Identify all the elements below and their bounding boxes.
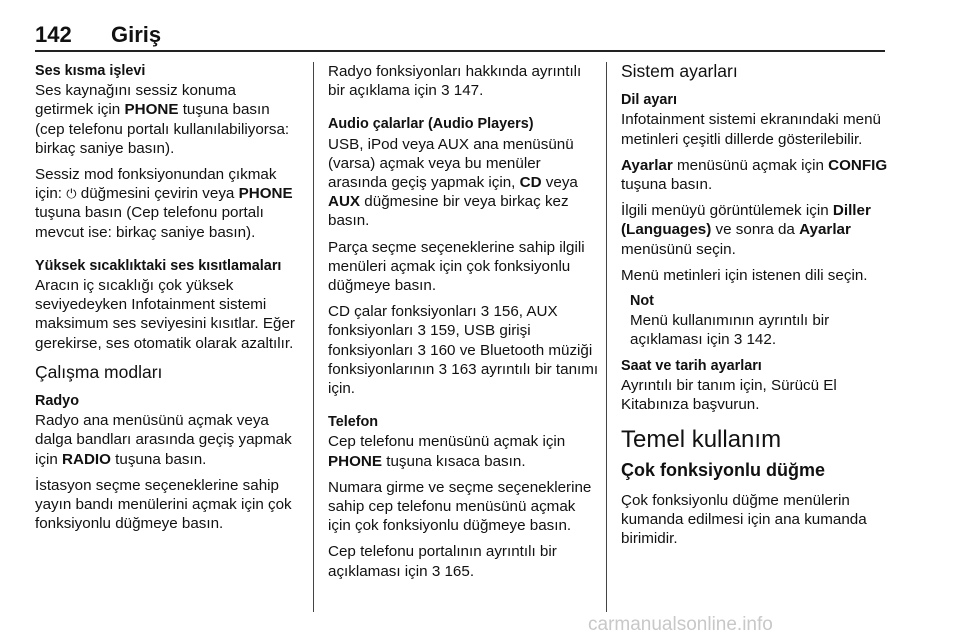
- settings-menu-label: Ayarlar: [799, 221, 851, 239]
- paragraph-radio-1: [35, 411, 297, 469]
- phone-key-label: PHONE: [238, 185, 293, 203]
- power-knob-icon: ⏻: [66, 186, 77, 202]
- config-key-label: CONFIG: [828, 156, 888, 174]
- text: düğmesine bir veya birkaç kez basın.: [328, 193, 569, 230]
- paragraph-mute-1: [35, 81, 297, 158]
- text: Radyo ana menüsünü açmak veya dalga bandları arasında geçiş yapmak için: [35, 412, 292, 468]
- heading-mute-function: Ses kısma işlevi: [35, 63, 146, 79]
- paragraph-language-2: [621, 156, 889, 194]
- paragraph-mute-2: [35, 165, 297, 242]
- text: veya: [541, 174, 578, 192]
- text: Sessiz mod fonksiyonundan çıkmak için:: [35, 166, 277, 203]
- note-title: Not: [630, 293, 654, 310]
- page-reference: 3 147.: [441, 82, 484, 100]
- header-rule: [35, 50, 885, 52]
- paragraph-multifunction: Çok fonksiyonlu düğme menülerin kumanda edilmesi için ana kumanda birimidir.: [621, 491, 867, 548]
- column-divider-1: [313, 62, 314, 612]
- heading-system-settings: Sistem ayarları: [621, 61, 738, 81]
- page-header: [35, 22, 885, 52]
- heading-phone: Telefon: [328, 414, 379, 431]
- text: Cep telefonu menüsünü açmak için: [328, 433, 566, 451]
- text: tuşuna basın.: [110, 450, 207, 468]
- text: tuşuna basın.: [621, 176, 713, 194]
- column-3: [621, 62, 889, 555]
- text: tuşuna basın (Cep telefonu portalı mevcut ise: birkaç saniye basın).: [35, 204, 264, 241]
- column-1: [35, 62, 297, 540]
- section-title: Giriş: [111, 22, 162, 47]
- note-text: Menü kullanımının ayrıntılı bir açıklaması için 3 142.: [630, 312, 830, 349]
- paragraph-audio-3: CD çalar fonksiyonları 3 156, AUX fonksiyonları 3 159, USB girişi fonksiyonları 3 160 ve Bluetooth müziği fonksiyonlarının 3 163 ayrıntılı bir tanımı için.: [328, 303, 599, 398]
- paragraph-language-4: Menü metinleri için istenen dili seçin.: [621, 266, 868, 284]
- text: tuşuna kısaca basın.: [382, 452, 526, 470]
- paragraph-radio-2: İstasyon seçme seçeneklerine sahip yayın bandı menülerini açmak için çok fonksiyonlu düğmeye basın.: [35, 476, 292, 533]
- watermark: carmanualsonline.info: [588, 614, 773, 635]
- paragraph-time-date: Ayrıntılı bir tanım için, Sürücü El Kitabınıza başvurun.: [621, 376, 837, 414]
- heading-temperature-limit: Yüksek sıcaklıktaki ses kısıtlamaları: [35, 257, 282, 274]
- settings-menu-label: Ayarlar: [621, 156, 673, 174]
- text: İlgili menüyü görüntülemek için: [621, 202, 833, 220]
- page-number: 142: [35, 22, 72, 47]
- text: Ses kaynağını sessiz konuma getirmek için: [35, 82, 236, 119]
- heading-multifunction-knob: Çok fonksiyonlu düğme: [621, 460, 826, 481]
- languages-menu-label: Diller (Languages): [621, 202, 871, 239]
- paragraph-audio-1: [328, 135, 600, 231]
- paragraph-audio-2: Parça seçme seçeneklerine sahip ilgili menüleri açmak için çok fonksiyonlu düğmeye basın.: [328, 238, 585, 295]
- paragraph-phone-1: [328, 432, 600, 470]
- paragraph-phone-3: Cep telefonu portalının ayrıntılı bir açıklaması için 3 165.: [328, 543, 557, 580]
- heading-operating-modes: Çalışma modları: [35, 361, 163, 382]
- text: düğmesini çevirin veya: [76, 185, 239, 203]
- heading-audio-players: Audio çalarlar (Audio Players): [328, 116, 534, 133]
- paragraph-temperature: Aracın iç sıcaklığı çok yüksek seviyedeyken Infotainment sistemi maksimum ses seviyesini kısıtlar. Eğer gerekirse, ses otomatik olarak azaltılır.: [35, 277, 295, 352]
- heading-basic-operation: Temel kullanım: [621, 426, 782, 454]
- text: tuşuna basın (cep telefonu portalı kullanılabiliyorsa: birkaç saniye basın).: [35, 101, 290, 157]
- paragraph-language-1: Infotainment sistemi ekranındaki menü metinleri çeşitli dillerde gösterilebilir.: [621, 111, 882, 148]
- heading-radio: Radyo: [35, 393, 79, 410]
- paragraph-language-3: [621, 201, 889, 259]
- heading-time-date: Saat ve tarih ayarları: [621, 357, 762, 374]
- heading-language: Dil ayarı: [621, 92, 677, 109]
- column-2: [328, 62, 600, 588]
- phone-key-label: PHONE: [124, 101, 179, 119]
- column-divider-2: [606, 62, 607, 612]
- radio-key-label: RADIO: [62, 450, 111, 468]
- text: ve sonra da: [711, 221, 800, 239]
- text: Radyo fonksiyonları hakkında ayrıntılı bir açıklama için: [328, 63, 582, 100]
- text: USB, iPod veya AUX ana menüsünü (varsa) açmak veya bu menüler arasında geçiş yapmak için,: [328, 135, 574, 192]
- paragraph-radio-ref: [328, 62, 600, 100]
- paragraph-phone-2: Numara girme ve seçme seçeneklerine sahip cep telefonu menüsünü açmak için çok fonksiyonlu düğmeye basın.: [328, 478, 592, 535]
- aux-key-label: AUX: [328, 193, 361, 211]
- text: menüsünü seçin.: [621, 240, 736, 258]
- note-box: [630, 292, 889, 350]
- cd-key-label: CD: [519, 174, 542, 192]
- phone-key-label: PHONE: [328, 452, 383, 470]
- text: menüsünü açmak için: [672, 156, 829, 174]
